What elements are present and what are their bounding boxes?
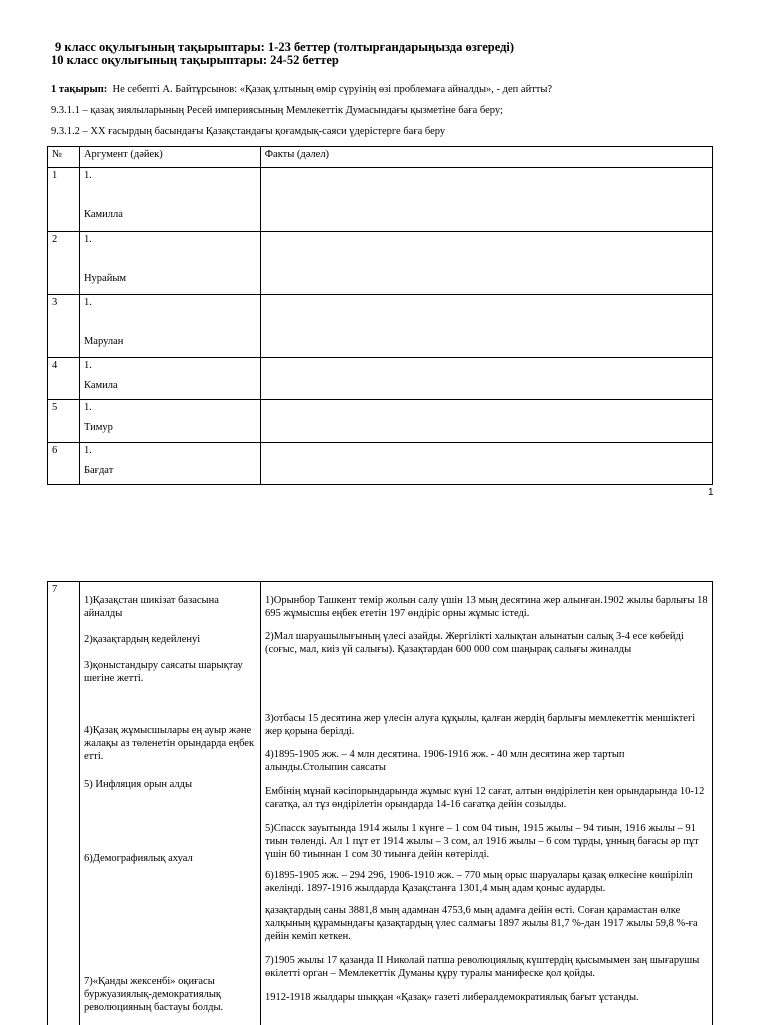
argument-number: 1. bbox=[83, 234, 92, 245]
header-num: № bbox=[48, 147, 80, 168]
header-line-2: 10 класс оқулығының тақырыптары: 24-52 беттер bbox=[51, 53, 339, 67]
row-argument bbox=[79, 232, 260, 295]
row-num: 5 bbox=[48, 400, 80, 443]
row-num: 1 bbox=[48, 168, 80, 232]
row-fact[interactable] bbox=[260, 358, 712, 400]
fact-5: Ембінің мұнай кәсіпорындарында жұмыс күні 12 сағат, алтын өндірілетін кен орындарында 10-12 сағатқа, ал тұз өндірілетін орындарда 14-16 сағатқа дейін созылды. bbox=[265, 786, 705, 810]
topic-question: Не себепті А. Байтұрсынов: «Қазақ ұлтының өмір сүруінің өзі проблемаға айналды», - деп айтты? bbox=[112, 84, 553, 95]
argument-2: 2)қазақтардың кедейленуі bbox=[84, 634, 201, 645]
topic-line bbox=[51, 83, 552, 96]
argument-number: 1. bbox=[83, 402, 92, 413]
row-argument bbox=[79, 443, 260, 485]
fact-2: 2)Мал шаруашылығының үлесі азайды. Жергілікті халықтан алынатын салық 3-4 есе көбейді (соғыс, мал, киіз үй салығы). Қазақтардан 600 000 сом шаңырақ салығы жиналды bbox=[265, 631, 684, 655]
row7-num: 7 bbox=[52, 584, 58, 595]
argument-number: 1. bbox=[83, 360, 92, 371]
row-num: 3 bbox=[48, 295, 80, 358]
student-name: Камилла bbox=[83, 209, 123, 220]
row-num: 2 bbox=[48, 232, 80, 295]
row-num: 6 bbox=[48, 443, 80, 485]
row-argument bbox=[79, 358, 260, 400]
objective-2: 9.3.1.2 – ХХ ғасырдың басындағы Қазақстандағы қоғамдық-саяси үдерістерге баға беру bbox=[51, 126, 446, 137]
row7-table bbox=[47, 581, 713, 1025]
topic-label: 1 тақырып: bbox=[51, 84, 108, 95]
row-fact[interactable] bbox=[260, 295, 712, 358]
argument-5: 5) Инфляция орын алды bbox=[84, 779, 193, 790]
table-row bbox=[48, 400, 713, 443]
argument-number: 1. bbox=[83, 170, 92, 181]
student-name: Бағдат bbox=[83, 465, 114, 476]
table-row bbox=[48, 168, 713, 232]
argument-3: 3)қоныстандыру саясаты шарықтау шегіне жетті. bbox=[84, 660, 243, 684]
fact-10: 1912-1918 жылдары шыққан «Қазақ» газеті либералдемократиялық бағыт ұстанды. bbox=[265, 992, 639, 1003]
table-header-row bbox=[48, 147, 713, 168]
argument-1: 1)Қазақстан шикізат базасына айналды bbox=[84, 595, 219, 619]
row-fact[interactable] bbox=[260, 400, 712, 443]
argument-number: 1. bbox=[83, 445, 92, 456]
arguments-table bbox=[47, 146, 713, 485]
objective-1: 9.3.1.1 – қазақ зиялыларының Ресей империясының Мемлекеттік Думасындағы қызметіне баға беру; bbox=[51, 105, 503, 116]
row-argument bbox=[79, 400, 260, 443]
student-name: Тимур bbox=[83, 422, 113, 433]
table-row bbox=[48, 358, 713, 400]
row-argument bbox=[79, 168, 260, 232]
page-number: 1 bbox=[708, 487, 714, 498]
fact-9: 7)1905 жылы 17 қазанда II Николай патша революциялық күштердің қысымымен заң шығарушы өкілетті орган – Мемлекеттік Думаны құру туралы манифеске қол қойды. bbox=[265, 955, 700, 979]
student-name: Камила bbox=[83, 380, 118, 391]
header-line-1: 9 класс оқулығының тақырыптары: 1-23 беттер (толтырғандарыңызда өзгереді) bbox=[55, 40, 515, 54]
table-row bbox=[48, 295, 713, 358]
row-num: 4 bbox=[48, 358, 80, 400]
fact-4: 4)1895-1905 жж. – 4 млн десятина. 1906-1916 жж. - 40 млн десятина жер тартып алынды.Столыпин саясаты bbox=[265, 749, 625, 773]
student-name: Нурайым bbox=[83, 273, 127, 284]
fact-3: 3)отбасы 15 десятина жер үлесін алуға құқылы, қалған жердің барлығы мемлекеттік меншіктегі жер қорына берілді. bbox=[265, 713, 696, 737]
fact-6: 5)Спасск зауытында 1914 жылы 1 күнге – 1 сом 04 тиын, 1915 жылы – 94 тиын, 1916 жылы – 91 тиын төленді. Ал 1 пұт ет 1914 жылы – 3 сом, ал 1916 жылы – 6 сом тұрды, ұнның бағасы әр пұт үшін 60 тиыннан 1 сом 30 тиынға дейін көтерілді. bbox=[265, 823, 699, 860]
row-fact[interactable] bbox=[260, 232, 712, 295]
header-argument: Аргумент (дәйек) bbox=[79, 147, 260, 168]
fact-1: 1)Орынбор Ташкент темір жолын салу үшін 13 мың десятина жер алынған.1902 жылы барлығы 18 695 жұмысшы еңбек ететін 197 өндіріс орны жұмыс істеді. bbox=[265, 595, 708, 619]
argument-4: 4)Қазақ жұмысшылары ең ауыр және жалақы аз төленетін орындарда еңбек етті. bbox=[84, 725, 255, 762]
row-fact[interactable] bbox=[260, 443, 712, 485]
argument-number: 1. bbox=[83, 297, 92, 308]
row-fact[interactable] bbox=[260, 168, 712, 232]
fact-7: 6)1895-1905 жж. – 294 296, 1906-1910 жж. – 770 мың орыс шаруалары қазақ өлкесіне көшіріліп әкелінді. 1897-1916 жылдарда Қазақстанға 1301,4 мың адам қоныс аударды. bbox=[265, 870, 693, 894]
table-row bbox=[48, 232, 713, 295]
header-fact: Факты (дәлел) bbox=[260, 147, 712, 168]
argument-6: 6)Демографиялық ахуал bbox=[84, 853, 193, 864]
row-argument bbox=[79, 295, 260, 358]
table-row bbox=[48, 443, 713, 485]
argument-7: 7)«Қанды жексенбі» оқиғасы буржуазиялық-демократиялық революцияның бастауы болды. bbox=[84, 976, 224, 1013]
student-name: Марулан bbox=[83, 336, 124, 347]
fact-8: қазақтардың саны 3881,8 мың адамнан 4753,6 мың адамға дейін өсті. Соған қарамастан өлке халқының құрамындағы қазақтардың үлес салмағы 1897 жылы 81,7 %-дан 1917 жылы 59,8 %-ға дейін кеміп кеткен. bbox=[265, 905, 698, 942]
